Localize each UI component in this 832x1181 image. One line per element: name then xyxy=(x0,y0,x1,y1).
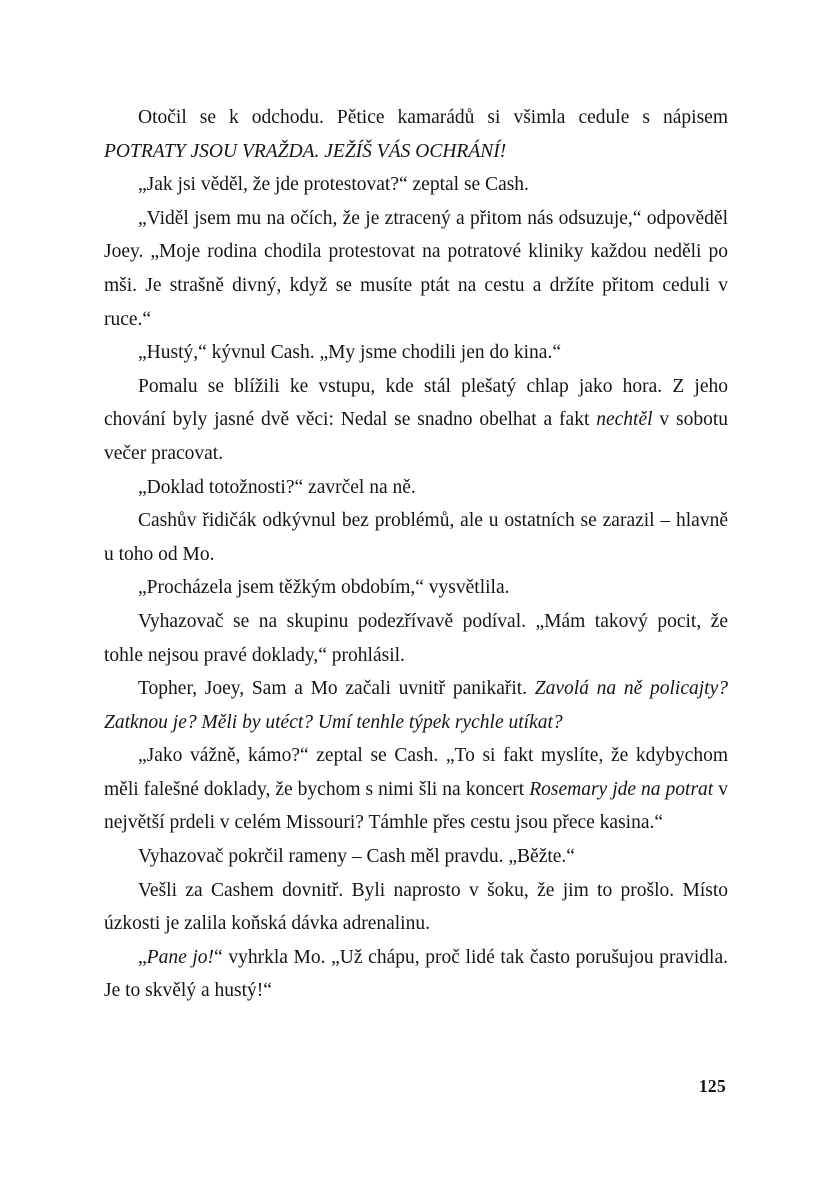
body-text: „ xyxy=(138,946,147,968)
body-text: Vyhazovač pokrčil rameny – Cash měl pravdu. „Běžte.“ xyxy=(138,846,575,868)
body-text: „Jak jsi věděl, že jde protestovat?“ zeptal se Cash. xyxy=(138,174,529,196)
italic-text: POTRATY JSOU VRAŽDA. JEŽÍŠ VÁS OCHRÁNÍ! xyxy=(104,140,507,162)
paragraph xyxy=(104,840,728,874)
italic-text: Zavolá na ně policajty? Zatknou je? Měli by utéct? Umí tenhle týpek rychle utíkat? xyxy=(104,678,728,733)
paragraph xyxy=(104,571,728,605)
body-text: Vešli za Cashem dovnitř. Byli naprosto v šoku, že jim to prošlo. Místo úzkosti je zalila koňská dávka adrenalinu. xyxy=(104,879,728,935)
body-text: v největší prdeli v celém Missouri? Támhle přes cestu jsou přece kasina.“ xyxy=(104,778,728,834)
paragraph xyxy=(104,874,728,941)
body-text: Topher, Joey, Sam a Mo začali uvnitř panikařit. xyxy=(138,678,535,700)
paragraph xyxy=(104,168,728,202)
body-text: „Procházela jsem těžkým obdobím,“ vysvětlila. xyxy=(138,577,510,599)
paragraph xyxy=(104,101,728,168)
paragraph xyxy=(104,370,728,471)
page-number: 125 xyxy=(698,1076,726,1096)
body-text: Cashův řidičák odkývnul bez problémů, ale u ostatních se zarazil – hlavně u toho od Mo. xyxy=(104,510,728,565)
body-text: „Viděl jsem mu na očích, že je ztracený a přitom nás odsuzuje,“ odpověděl Joey. „Moje rodina chodila protestovat na potratové kliniky každou neděli po mši. Je strašně divný, když se musíte ptát na cestu a držíte přitom ceduli v ruce.“ xyxy=(104,207,728,330)
body-text: Otočil se k odchodu. Pětice kamarádů si všimla cedule s nápisem xyxy=(138,107,728,128)
paragraph xyxy=(104,605,728,672)
paragraph xyxy=(104,672,728,739)
body-text: „Jako vážně, kámo?“ zeptal se Cash. „To si fakt myslíte, že kdybychom měli falešné doklady, že bychom s nimi šli na koncert xyxy=(104,745,728,800)
paragraph xyxy=(104,471,728,505)
paragraph xyxy=(104,336,728,370)
paragraph xyxy=(104,202,728,336)
body-text: „Doklad totožnosti?“ zavrčel na ně. xyxy=(138,476,416,498)
italic-text: Pane jo! xyxy=(146,946,215,968)
body-text: Pomalu se blížili ke vstupu, kde stál plešatý chlap jako hora. Z jeho chování byly jasné dvě věci: Nedal se snadno obelhat a fakt xyxy=(104,375,728,431)
body-text: „Hustý,“ kývnul Cash. „My jsme chodili jen do kina.“ xyxy=(138,342,561,364)
paragraph xyxy=(104,504,728,571)
body-text: v sobotu večer pracovat. xyxy=(104,409,728,464)
body-text: “ vyhrkla Mo. „Už chápu, proč lidé tak často porušujou pravidla. Je to skvělý a hustý!“ xyxy=(104,946,728,1002)
body-text: Vyhazovač se na skupinu podezřívavě podíval. „Mám takový pocit, že tohle nejsou pravé doklady,“ prohlásil. xyxy=(104,610,728,666)
paragraph xyxy=(104,739,728,840)
page-text xyxy=(104,101,728,1008)
italic-text: Rosemary jde na potrat xyxy=(529,778,714,800)
paragraph xyxy=(104,941,728,1008)
italic-text: nechtěl xyxy=(596,409,653,431)
